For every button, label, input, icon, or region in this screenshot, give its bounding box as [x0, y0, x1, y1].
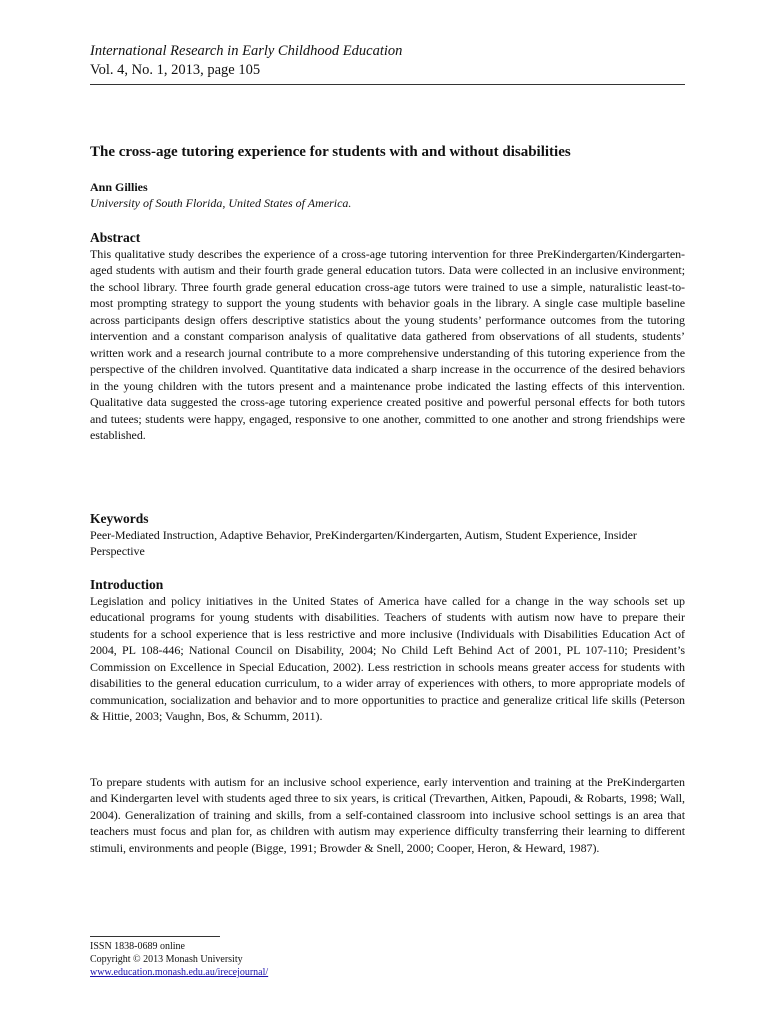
- keywords-section: [90, 510, 685, 560]
- introduction-paragraph-2-block: [90, 774, 685, 856]
- introduction-paragraph-2: To prepare students with autism for an inclusive school experience, early intervention and training at the PreKindergarten and Kindergarten level with students aged three to six years, is critical (Trevarthen, Aitken, Papoudi, & Robarts, 1998; Wall, 2004). Generalization of training and skills, from a self-contained classroom into inclusive school settings is an area that teachers must focus and plan for, as children with autism may experience difficulty transferring their learning to different stimuli, environments and people (Bigge, 1991; Browder & Snell, 2000; Cooper, Heron, & Heward, 1987).: [90, 775, 685, 855]
- introduction-section: [90, 576, 685, 725]
- article-title: The cross-age tutoring experience for students with and without disabilities: [90, 144, 571, 160]
- keywords-text: Peer-Mediated Instruction, Adaptive Behavior, PreKindergarten/Kindergarten, Autism, Student Experience, Insider Perspective: [90, 528, 637, 559]
- introduction-heading: Introduction: [90, 577, 164, 592]
- volume-line: Vol. 4, No. 1, 2013, page 105: [90, 62, 261, 78]
- journal-name: International Research in Early Childhood Education: [90, 43, 403, 59]
- author-block: [90, 179, 685, 211]
- journal-website-link[interactable]: www.education.monash.edu.au/irecejournal/: [90, 967, 269, 978]
- footer-divider: [90, 936, 220, 937]
- abstract-section: [90, 229, 685, 443]
- keywords-heading: Keywords: [90, 511, 149, 526]
- footer-issn: ISSN 1838-0689 online: [90, 941, 185, 952]
- journal-header: [90, 42, 685, 85]
- author-affiliation: University of South Florida, United States of America.: [90, 196, 352, 210]
- footer-copyright: Copyright © 2013 Monash University: [90, 954, 243, 965]
- abstract-heading: Abstract: [90, 230, 141, 245]
- page-footer: [90, 936, 685, 979]
- introduction-paragraph-1: Legislation and policy initiatives in the United States of America have called for a change in the way schools set up educational programs for young students with disabilities. Teachers of students with autism now have to prepare their students for a school experience that is less restrictive and more inclusive (Individuals with Disabilities Education Act of 2004, PL 108-446; National Council on Disability, 2004; No Child Left Behind Act of 2001, PL 107-110; President’s Commission on Excellence in Special Education, 2002). Less restriction in schools means greater access for students with disabilities to the general education curriculum, to a wider array of experiences with others, to more appropriate models of communication, socialization and behavior and to more opportunities to practice and generalize critical life skills (Peterson & Hittie, 2003; Vaughn, Bos, & Schumm, 2011).: [90, 594, 685, 724]
- abstract-text: This qualitative study describes the experience of a cross-age tutoring intervention for three PreKindergarten/Kindergarten-aged students with autism and their fourth grade general education tutors. Data were collected in an inclusive environment; the school library. Three fourth grade general education cross-age tutors were trained to use a simple, naturalistic least-to-most prompting strategy to support the young students with behavior goals in the library. A single case multiple baseline across participants design offers descriptive statistics about the young students’ performance outcomes from the tutoring intervention and a constant comparison analysis of qualitative data gathered from observations of all students, students’ written work and a research journal contribute to a more comprehensive understanding of this tutoring experience from the perspective of the children involved. Quantitative data indicated a sharp increase in the occurrence of the desired behaviors in the young children with the tutors present and a maintenance probe indicated the lasting effects of this intervention. Qualitative data suggested the cross-age tutoring experience created positive and powerful personal effects for both tutors and tutees; students were happy, engaged, responsive to one another, committed to one another and strong friendships were established.: [90, 247, 685, 442]
- journal-page: [90, 0, 685, 1024]
- author-name: Ann Gillies: [90, 180, 148, 194]
